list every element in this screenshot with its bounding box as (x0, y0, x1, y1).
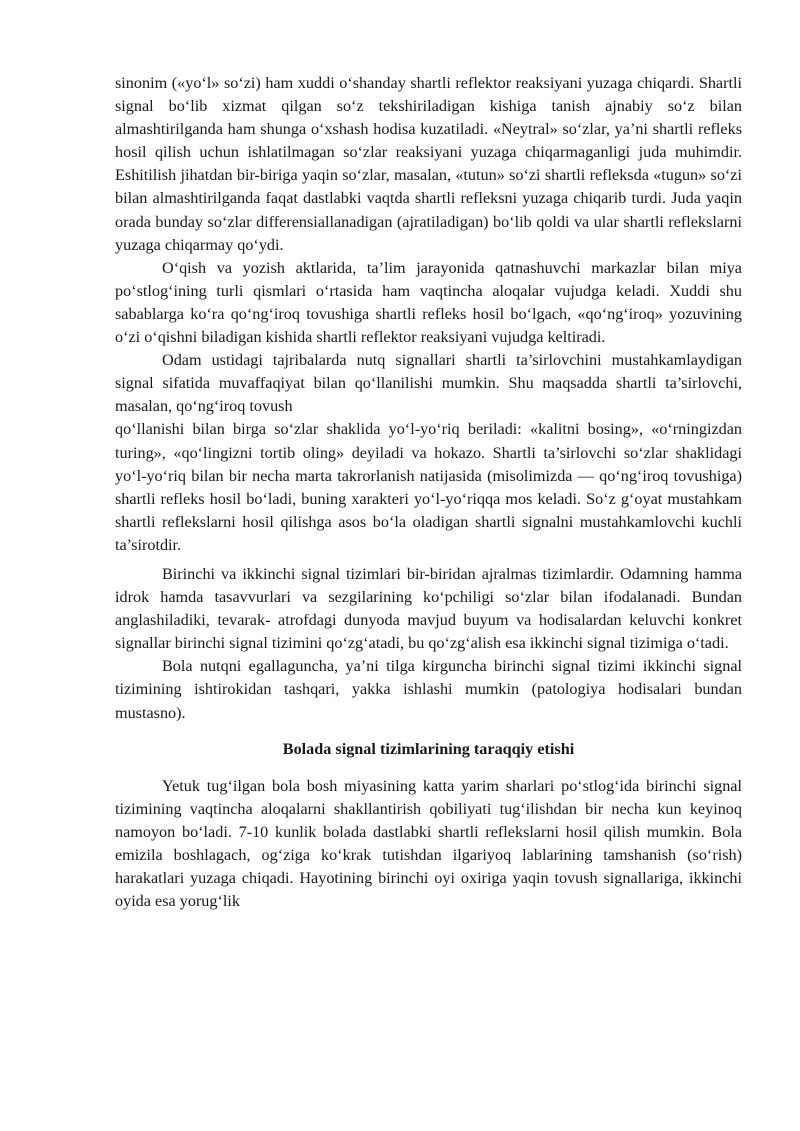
paragraph-oqish-yozish: O‘qish va yozish aktlarida, ta’lim jarayonida qatnashuvchi markazlar bilan miya po‘stlog‘ining turli qismlari o‘rtasida ham vaqtincha aloqalar vujudga keladi. Xuddi shu sabablarga ko‘ra qo‘ng‘iroq tovushiga shartli refleks hosil bo‘lgach, «qo‘ng‘iroq» yozuvining o‘zi o‘qishni biladigan kishida shartli reflektor reaksiyani vujudga keltiradi. (115, 258, 742, 347)
document-body (115, 72, 742, 913)
paragraph-qollanishi: qo‘llanishi bilan birga so‘zlar shaklida yo‘l-yo‘riq beriladi: «kalitni bosing», «o‘rningizdan turing», «qo‘lingizni tortib oling» deyiladi va hokazo. Shartli ta’sirlovchi so‘zlar shaklidagi yo‘l-yo‘riq bilan bir necha marta takrorlanish natijasida (misolimizda — qo‘ng‘iroq tovushiga) shartli refleks hosil bo‘ladi, buning xarakteri yo‘l-yo‘riqqa mos keladi. So‘z g‘oyat mustahkam shartli reflekslarni hosil qilishga asos bo‘la oladigan shartli signalni mustahkamlovchi kuchli ta’sirotdir. (115, 420, 742, 554)
paragraph-signal-tizimlari: Birinchi va ikkinchi signal tizimlari bir-biridan ajralmas tizimlardir. Odamning hamma idrok hamda tasavvurlari va sezgilarining ko‘pchiligi so‘zlar bilan ifodalanadi. Bundan anglashiladiki, tevarak- atrofdagi dunyoda mavjud buyum va hodisalardan keluvchi konkret signallar birinchi signal tizimini qo‘zg‘atadi, bu qo‘zg‘alish esa ikkinchi signal tizimiga o‘tadi. (115, 564, 742, 653)
paragraph-odam-tajribalar: Odam ustidagi tajribalarda nutq signallari shartli ta’sirlovchini mustahkamlaydigan signal sifatida muvaffaqiyat bilan qo‘llanilishi mumkin. Shu maqsadda shartli ta’sirlovchi, masalan, qo‘ng‘iroq tovush (115, 351, 742, 416)
paragraph-bola-nutq: Bola nutqni egallaguncha, ya’ni tilga kirguncha birinchi signal tizimi ikkinchi signal tizimining ishtirokidan tashqari, yakka ishlashi mumkin (patologiya hodisalari bundan mustasno). (115, 657, 742, 722)
paragraph-sinonim: sinonim («yo‘l» so‘zi) ham xuddi o‘shanday shartli reflektor reaksiyani yuzaga chiqardi. Shartli signal bo‘lib xizmat qilgan so‘z tekshiriladigan kishiga tanish ajnabiy so‘z bilan almashtirilganda ham shunga o‘xshash hodisa kuzatiladi. «Neytral» so‘zlar, ya’ni shartli refleks hosil qilish uchun ishlatilmagan so‘zlar reaksiyani yuzaga chiqarmaganligi juda muhimdir. Eshitilish jihatdan bir-biriga yaqin so‘zlar, masalan, «tutun» so‘zi shartli refleksda «tugun» so‘zi bilan almashtirilganda faqat dastlabki vaqtda shartli refleksni yuzaga chiqarib turdi. Juda yaqin orada bunday so‘zlar differensiallanadigan (ajratiladigan) bo‘lib qoldi va ular shartli reflekslarni yuzaga chiqarmay qo‘ydi. (115, 74, 742, 254)
section-heading: Bolada signal tizimlarining taraqqiy etishi (282, 739, 575, 758)
paragraph-yetuk-bola: Yetuk tug‘ilgan bola bosh miyasining katta yarim sharlari po‘stlog‘ida birinchi signal tizimining vaqtincha aloqalarni shakllantirish qobiliyati tug‘ilishdan bir necha kun keyinoq namoyon bo‘ladi. 7-10 kunlik bolada dastlabki shartli reflekslarni hosil qilish mumkin. Bola emizila boshlagach, og‘ziga ko‘krak tutishdan ilgariyoq lablarining tamshanish (so‘rish) harakatlari yuzaga chiqadi. Hayotining birinchi oyi oxiriga yaqin tovush signallariga, ikkinchi oyida esa yorug‘lik (115, 776, 742, 911)
